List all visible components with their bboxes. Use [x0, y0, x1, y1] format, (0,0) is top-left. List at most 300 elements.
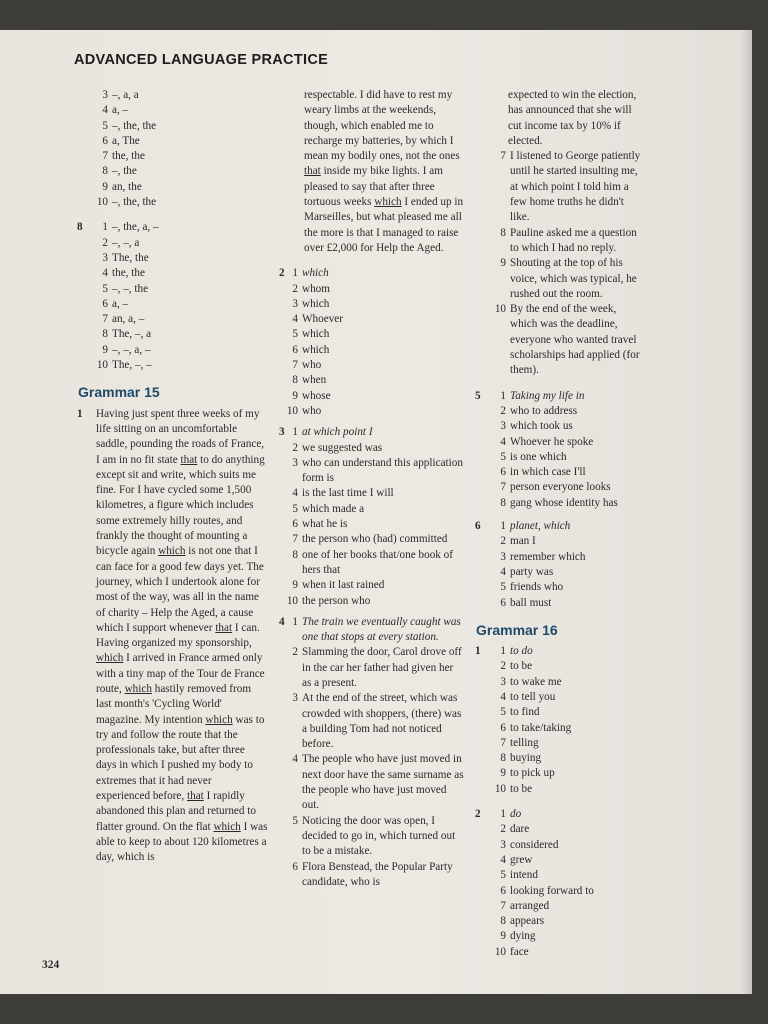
- answer-item: [72, 220, 268, 235]
- answer-item: [72, 251, 268, 266]
- answer-item: [470, 465, 646, 480]
- item-number: 10: [494, 945, 506, 958]
- underlined-word: which: [124, 682, 152, 695]
- header-sub: LANGUAGE PRACTICE: [161, 52, 329, 68]
- text-run: I ended up in Marseilles, but what pleased me all the more is that I managed to raise over £2,000 for Help the Aged.: [304, 196, 464, 254]
- answer-item: [72, 164, 268, 179]
- item-answer: man I: [510, 535, 536, 548]
- answer-item: [274, 297, 464, 312]
- answer-item: [274, 691, 464, 752]
- item-answer: which took us: [510, 420, 573, 433]
- item-number: 6: [102, 134, 108, 147]
- item-number: 6: [292, 343, 298, 356]
- item-answer: friends who: [510, 581, 564, 594]
- answer-item: [274, 404, 464, 419]
- item-number: 1: [500, 808, 506, 821]
- item-number: 7: [500, 150, 506, 163]
- underlined-word: that: [215, 621, 233, 634]
- item-number: 3: [102, 89, 108, 101]
- answer-item: [274, 860, 464, 891]
- item-number: 2: [500, 823, 506, 836]
- item-number: 5: [500, 869, 506, 882]
- item-answer: a, The: [112, 134, 140, 147]
- item-number: 8: [292, 548, 298, 561]
- item-answer: a, –: [112, 297, 129, 310]
- item-number: 3: [292, 297, 298, 310]
- text-run: hastily removed from last month's 'Cycling World' magazine. My intention: [96, 682, 252, 726]
- answer-item: [72, 327, 268, 342]
- answer-item-continued: [470, 88, 646, 149]
- answer-item: [72, 88, 268, 103]
- item-answer: the person who (had) committed: [302, 533, 448, 546]
- answer-item: [274, 814, 464, 860]
- item-answer: considered: [510, 838, 559, 851]
- answer-paragraph: [274, 88, 464, 256]
- item-number: 4: [292, 487, 298, 500]
- item-answer: appears: [510, 915, 545, 928]
- underlined-word: that: [187, 790, 204, 803]
- item-answer: –, the: [112, 165, 137, 178]
- item-answer: do: [510, 808, 522, 821]
- text-run: I can. Having organized my sponsorship,: [96, 621, 260, 650]
- answer-item: [72, 266, 268, 281]
- answer-item: [470, 659, 646, 674]
- item-number: 6: [292, 518, 298, 531]
- answer-item: [274, 425, 464, 440]
- spacer: [470, 511, 646, 519]
- text-run: was to try and follow the route that the professionals take, but after three days in which I pushed my body to extremes that it had never experienced before,: [96, 713, 265, 803]
- item-answer: to take/taking: [510, 721, 572, 734]
- item-answer: –, –, a, –: [112, 343, 151, 356]
- answer-item: [470, 868, 646, 883]
- item-number: 3: [500, 550, 506, 563]
- item-answer: the person who: [302, 594, 371, 607]
- item-number: 3: [102, 251, 108, 264]
- item-number: 7: [500, 481, 506, 494]
- item-answer: telling: [510, 736, 539, 749]
- item-answer: planet, which: [510, 520, 571, 533]
- item-number: 4: [500, 853, 506, 866]
- answer-item: [72, 312, 268, 327]
- item-answer: whose: [302, 389, 331, 402]
- answer-item: [470, 404, 646, 419]
- item-number: 2: [102, 236, 108, 249]
- item-number: 10: [494, 782, 506, 795]
- answer-item: [274, 441, 464, 456]
- item-answer: buying: [510, 752, 542, 765]
- item-number: 10: [286, 594, 298, 607]
- answer-item: [470, 435, 646, 450]
- item-answer: at which point I: [302, 426, 373, 439]
- header-main: ADVANCED: [74, 52, 158, 68]
- item-answer: is one which: [510, 450, 567, 463]
- answer-item: [470, 838, 646, 853]
- page-number: 324: [42, 959, 60, 971]
- answer-item: [274, 456, 464, 487]
- item-number: 9: [500, 257, 506, 270]
- item-number: 7: [500, 899, 506, 912]
- item-answer: person everyone looks: [510, 481, 611, 494]
- item-number: 2: [292, 282, 298, 295]
- item-answer: –, the, the: [112, 119, 157, 132]
- exercise-number: 2: [279, 267, 285, 280]
- item-answer: which: [302, 297, 330, 310]
- answer-item: [72, 195, 268, 210]
- item-answer: the, the: [112, 267, 145, 280]
- answer-item: [470, 899, 646, 914]
- item-number: 4: [500, 435, 506, 448]
- answer-item: [470, 226, 646, 257]
- item-answer: what he is: [302, 518, 348, 531]
- exercise-number: 4: [279, 615, 285, 628]
- item-number: 4: [500, 690, 506, 703]
- item-number: 10: [96, 196, 108, 209]
- item-number: 9: [102, 180, 108, 193]
- spacer: [72, 210, 268, 220]
- answer-item: [72, 103, 268, 118]
- text-run: I rapidly abandoned this plan and returned to flatter ground. On the flat: [96, 790, 256, 833]
- answer-item: [72, 149, 268, 164]
- item-answer: we suggested was: [302, 441, 383, 454]
- item-answer: who: [302, 404, 322, 417]
- item-answer: an, the: [112, 180, 142, 193]
- item-number: 8: [102, 328, 108, 341]
- answer-item: [470, 565, 646, 580]
- item-answer: –, the, a, –: [112, 221, 159, 234]
- item-number: 8: [500, 496, 506, 509]
- item-answer: –, the, the: [112, 196, 157, 209]
- answer-item: [470, 149, 646, 225]
- answer-item: [470, 914, 646, 929]
- item-answer: remember which: [510, 550, 586, 563]
- answer-item: [72, 282, 268, 297]
- answer-item: [274, 548, 464, 579]
- item-number: 4: [102, 104, 108, 117]
- item-number: 7: [292, 533, 298, 546]
- item-number: 6: [500, 721, 506, 734]
- item-number: 3: [292, 692, 298, 705]
- text-run: inside my bike lights. I am pleased to say that after three tortuous weeks: [304, 165, 443, 209]
- column-3: [470, 88, 646, 960]
- item-number: 5: [292, 502, 298, 515]
- answer-item: [470, 884, 646, 899]
- item-answer: I listened to George patiently until he started insulting me, at which point I told him a few home truths he didn't like.: [510, 150, 641, 224]
- item-number: 5: [500, 450, 506, 463]
- item-number: 9: [500, 767, 506, 780]
- item-answer: At the end of the street, which was crowded with shoppers, (there) was a building Tom had not noticed before.: [302, 692, 462, 751]
- item-answer: Slamming the door, Carol drove off in the car her father had given her as a present.: [302, 646, 462, 689]
- item-number: 4: [292, 753, 298, 766]
- item-number: 9: [292, 389, 298, 402]
- answer-item: [274, 645, 464, 691]
- answer-item: [274, 594, 464, 609]
- answer-item: [470, 644, 646, 659]
- item-number: 7: [500, 736, 506, 749]
- item-answer: to pick up: [510, 767, 555, 780]
- answer-item: [72, 236, 268, 251]
- item-answer: arranged: [510, 899, 550, 912]
- item-answer: The people who have just moved in next door have the same surname as the people who have just moved out.: [302, 753, 464, 812]
- answer-paragraph: [72, 407, 268, 866]
- answer-item: [470, 256, 646, 302]
- underlined-word: which: [205, 713, 233, 726]
- answer-item: [470, 519, 646, 534]
- item-answer: when it last rained: [302, 579, 385, 592]
- item-answer: when: [302, 374, 327, 387]
- item-answer: grew: [510, 853, 533, 866]
- answer-item: [470, 766, 646, 781]
- item-answer: party was: [510, 565, 554, 578]
- item-answer: Whoever he spoke: [510, 435, 594, 448]
- item-number: 2: [500, 535, 506, 548]
- item-number: 1: [292, 426, 298, 439]
- answer-item: [470, 945, 646, 960]
- item-answer: a, –: [112, 104, 129, 117]
- item-number: 8: [500, 915, 506, 928]
- item-answer: to tell you: [510, 690, 556, 703]
- item-answer: in which case I'll: [510, 466, 586, 479]
- item-number: 5: [500, 706, 506, 719]
- exercise-number: 2: [475, 808, 481, 821]
- item-number: 8: [292, 374, 298, 387]
- item-answer: intend: [510, 869, 538, 882]
- item-answer: who to address: [510, 404, 578, 417]
- item-number: 8: [500, 752, 506, 765]
- item-answer: the, the: [112, 150, 145, 163]
- answer-item: [470, 596, 646, 611]
- item-answer: expected to win the election, has announced that she will cut income tax by 10% if elected.: [508, 89, 637, 147]
- item-number: 5: [102, 282, 108, 295]
- answer-item: [470, 419, 646, 434]
- column-2: [274, 88, 464, 890]
- item-answer: gang whose identity has: [510, 496, 618, 509]
- answer-item: [274, 486, 464, 501]
- answer-item: [72, 134, 268, 149]
- answer-item: [274, 266, 464, 281]
- item-number: 7: [102, 313, 108, 326]
- item-number: 8: [500, 226, 506, 239]
- answer-item: [274, 343, 464, 358]
- answer-item: [274, 282, 464, 297]
- exercise-number: 1: [77, 407, 83, 420]
- unit-heading: Grammar 16: [476, 621, 558, 638]
- item-answer: looking forward to: [510, 884, 594, 897]
- item-answer: which made a: [302, 502, 365, 515]
- item-number: 1: [102, 221, 108, 234]
- item-answer: which: [302, 328, 330, 341]
- item-number: 4: [102, 267, 108, 280]
- item-answer: face: [510, 945, 529, 958]
- item-number: 1: [500, 520, 506, 533]
- spacer: [470, 611, 646, 615]
- answer-item: [470, 302, 646, 378]
- answer-item: [274, 358, 464, 373]
- underlined-word: that: [180, 453, 198, 466]
- item-number: 9: [292, 579, 298, 592]
- spacer: [274, 256, 464, 266]
- answer-item: [274, 517, 464, 532]
- item-number: 5: [102, 119, 108, 132]
- underlined-word: which: [213, 820, 241, 833]
- text-run: respectable. I did have to rest my weary limbs at the weekends, though, which enabled me to recharge my batteries, by which I mean my bodily ones, not the ones: [304, 89, 460, 163]
- item-answer: which: [302, 267, 329, 280]
- spacer: [470, 797, 646, 807]
- underlined-word: which: [96, 652, 124, 665]
- answer-item: [470, 496, 646, 511]
- item-answer: Taking my life in: [510, 389, 585, 402]
- answer-item: [470, 807, 646, 822]
- answer-item: [470, 721, 646, 736]
- answer-item: [470, 480, 646, 495]
- answer-item: [470, 822, 646, 837]
- item-answer: to wake me: [510, 675, 562, 688]
- item-number: 5: [292, 814, 298, 827]
- item-answer: dying: [510, 930, 536, 943]
- item-answer: which: [302, 343, 330, 356]
- exercise-number: 8: [77, 221, 83, 234]
- item-number: 9: [102, 343, 108, 356]
- item-answer: Noticing the door was open, I decided to go in, which turned out to be a mistake.: [302, 814, 456, 858]
- item-number: 6: [500, 466, 506, 479]
- answer-item: [470, 450, 646, 465]
- item-number: 8: [102, 165, 108, 178]
- item-number: 1: [500, 645, 506, 658]
- item-number: 4: [500, 565, 506, 578]
- item-number: 6: [500, 884, 506, 897]
- answer-item: [470, 929, 646, 944]
- answer-item: [470, 853, 646, 868]
- answer-item: [72, 119, 268, 134]
- answer-item: [72, 358, 268, 373]
- text-run: I arrived in France armed only with a tiny map of the Tour de France route,: [96, 652, 265, 695]
- answer-item: [470, 690, 646, 705]
- item-answer: to find: [510, 706, 540, 719]
- item-answer: Pauline asked me a question to which I had no reply.: [510, 226, 637, 254]
- item-number: 2: [292, 646, 298, 659]
- underlined-word: which: [158, 545, 186, 558]
- answer-item: [274, 532, 464, 547]
- answer-item: [470, 736, 646, 751]
- underlined-word: that: [304, 165, 321, 178]
- paragraph-text: [72, 407, 268, 866]
- item-number: 1: [292, 615, 298, 628]
- item-number: 3: [500, 838, 506, 851]
- item-answer: –, –, the: [112, 282, 149, 295]
- item-number: 2: [500, 660, 506, 673]
- item-answer: who: [302, 359, 322, 372]
- paragraph-text: [274, 88, 464, 256]
- item-answer: The, –, –: [112, 359, 152, 372]
- answer-item: [72, 343, 268, 358]
- item-answer: one of her books that/one book of hers that: [302, 548, 453, 576]
- item-number: 10: [494, 303, 506, 316]
- item-number: 7: [102, 150, 108, 163]
- item-answer: an, a, –: [112, 313, 145, 326]
- item-number: 1: [292, 267, 298, 280]
- item-answer: The train we eventually caught was one that stops at every station.: [302, 615, 461, 644]
- answer-item: [470, 389, 646, 404]
- answer-item: [274, 327, 464, 342]
- item-number: 1: [500, 389, 506, 402]
- answer-item: [72, 297, 268, 312]
- answer-item: [274, 752, 464, 813]
- item-answer: The, the: [112, 251, 149, 264]
- text-run: to do anything except sit and write, which suits me fine. For I have cycled some 1,500 kilometres, a figure which includes some extremely hilly routes, and frankly the thought of mounting a bicycle again: [96, 453, 265, 558]
- item-answer: dare: [510, 823, 530, 836]
- item-number: 3: [500, 675, 506, 688]
- item-number: 5: [292, 328, 298, 341]
- answer-item: [274, 615, 464, 646]
- running-header: [74, 52, 328, 68]
- answer-item: [470, 534, 646, 549]
- spacer: [470, 379, 646, 389]
- answer-item: [274, 373, 464, 388]
- item-number: 3: [500, 420, 506, 433]
- column-1: [72, 88, 268, 866]
- answer-item: [274, 578, 464, 593]
- item-answer: to be: [510, 782, 533, 795]
- underlined-word: which: [374, 196, 402, 209]
- exercise-number: 5: [475, 389, 481, 402]
- item-answer: The, –, a: [112, 328, 152, 341]
- item-number: 9: [500, 930, 506, 943]
- answer-item: [72, 180, 268, 195]
- item-answer: –, a, a: [112, 89, 139, 101]
- text-run: is not one that I can face for a good few days yet. The journey, which I undertook alone for most of the way, was all in the name of charity – Help the Aged, a cause which I support whenever: [96, 545, 264, 634]
- answer-item: [470, 580, 646, 595]
- item-answer: By the end of the week, which was the deadline, everyone who wanted travel scholarships had applied (for them).: [510, 303, 640, 377]
- exercise-number: 3: [279, 426, 285, 439]
- answer-item: [470, 550, 646, 565]
- item-number: 6: [292, 860, 298, 873]
- item-number: 2: [500, 404, 506, 417]
- answer-item: [274, 389, 464, 404]
- answer-item: [470, 751, 646, 766]
- answer-item: [470, 705, 646, 720]
- answer-item: [470, 675, 646, 690]
- answer-item: [274, 502, 464, 517]
- answer-item: [470, 782, 646, 797]
- item-answer: to be: [510, 660, 533, 673]
- item-answer: who can understand this application form is: [302, 456, 463, 485]
- spacer: [72, 373, 268, 377]
- text-run: Having just spent three weeks of my life sitting on an uncomfortable saddle, pounding the roads of France, I am in no fit state: [96, 407, 265, 466]
- exercise-number: 6: [475, 520, 481, 533]
- item-number: 3: [292, 456, 298, 469]
- answer-item: [274, 312, 464, 327]
- item-answer: Shouting at the top of his voice, which was typical, he rushed out the room.: [510, 257, 637, 300]
- item-number: 2: [292, 441, 298, 454]
- item-number: 5: [500, 581, 506, 594]
- text-run: I was able to keep to about 120 kilometres a day, which is: [96, 820, 268, 864]
- item-answer: Flora Benstead, the Popular Party candidate, who is: [302, 860, 453, 888]
- item-answer: Whoever: [302, 313, 343, 326]
- item-number: 6: [500, 596, 506, 609]
- item-number: 10: [286, 404, 298, 417]
- unit-heading: Grammar 15: [78, 384, 160, 401]
- item-number: 4: [292, 313, 298, 326]
- item-answer: ball must: [510, 596, 552, 609]
- item-number: 6: [102, 297, 108, 310]
- item-number: 7: [292, 359, 298, 372]
- item-answer: whom: [302, 282, 330, 295]
- item-answer: –, –, a: [112, 236, 140, 249]
- book-page: [0, 30, 752, 994]
- item-number: 10: [96, 359, 108, 372]
- exercise-number: 1: [475, 645, 481, 658]
- item-answer: to do: [510, 645, 533, 658]
- item-answer: is the last time I will: [302, 487, 394, 500]
